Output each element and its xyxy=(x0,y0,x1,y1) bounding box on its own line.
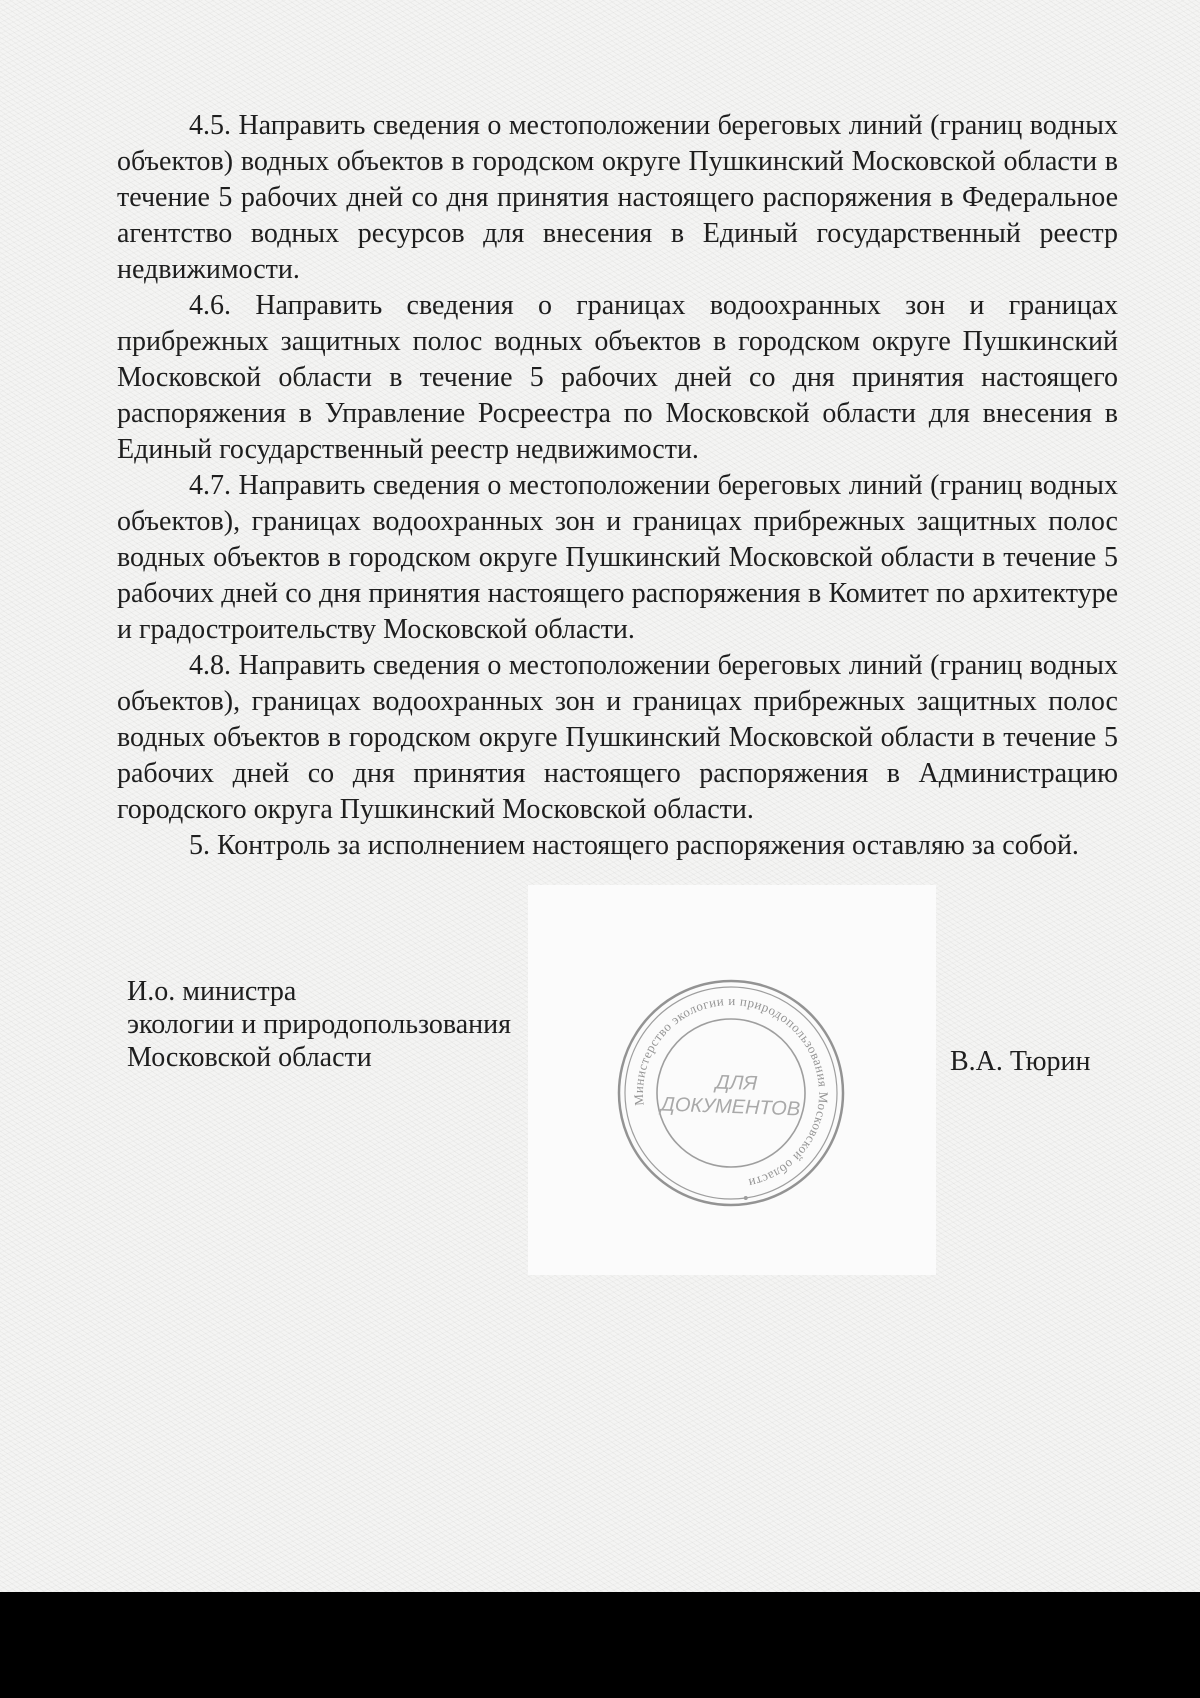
document-body xyxy=(117,108,1118,864)
stamp-center-line1: ДЛЯ xyxy=(715,1071,758,1095)
paragraph-5: 5. Контроль за исполнением настоящего распоряжения оставляю за собой. xyxy=(189,830,1079,861)
signer-name: В.А. Тюрин xyxy=(950,1046,1091,1077)
paragraph-4-7: 4.7. Направить сведения о местоположении береговых линий (границ водных объектов), границах водоохранных зон и границах прибрежных защитных полос водных объектов в городском округе Пушкинский Московской области в течение 5 рабочих дней со дня принятия настоящего распоряжения в Комитет по архитектуре и градостроительству Московской области. xyxy=(117,470,1118,645)
paragraph-4-8: 4.8. Направить сведения о местоположении береговых линий (границ водных объектов), границах водоохранных зон и границах прибрежных защитных полос водных объектов в городском округе Пушкинский Московской области в течение 5 рабочих дней со дня принятия настоящего распоряжения в Администрацию городского округа Пушкинский Московской области. xyxy=(117,650,1118,825)
scan-bottom-border xyxy=(0,1592,1200,1698)
signature-position-line2: экологии и природопользования xyxy=(127,1009,512,1040)
stamp-area xyxy=(528,885,936,1275)
stamp-center-line2: ДОКУМЕНТОВ xyxy=(660,1093,801,1121)
signature-position xyxy=(127,975,511,1074)
paragraph-4-5: 4.5. Направить сведения о местоположении береговых линий (границ водных объектов) водных объектов в городском округе Пушкинский Московской области в течение 5 рабочих дней со дня принятия настоящего распоряжения в Федеральное агентство водных ресурсов для внесения в Единый государственный реестр недвижимости. xyxy=(117,110,1118,285)
stamp-ring-text: Министерство экологии и природопользования Московской области xyxy=(630,992,832,1192)
official-stamp-icon xyxy=(615,977,847,1209)
signature-position-line3: Московской области xyxy=(127,1042,372,1073)
signature-position-line1: И.о. министра xyxy=(127,976,297,1007)
paragraph-4-6: 4.6. Направить сведения о границах водоохранных зон и границах прибрежных защитных полос водных объектов в городском округе Пушкинский Московской области в течение 5 рабочих дней со дня принятия настоящего распоряжения в Управление Росреестра по Московской области для внесения в Единый государственный реестр недвижимости. xyxy=(117,290,1118,465)
